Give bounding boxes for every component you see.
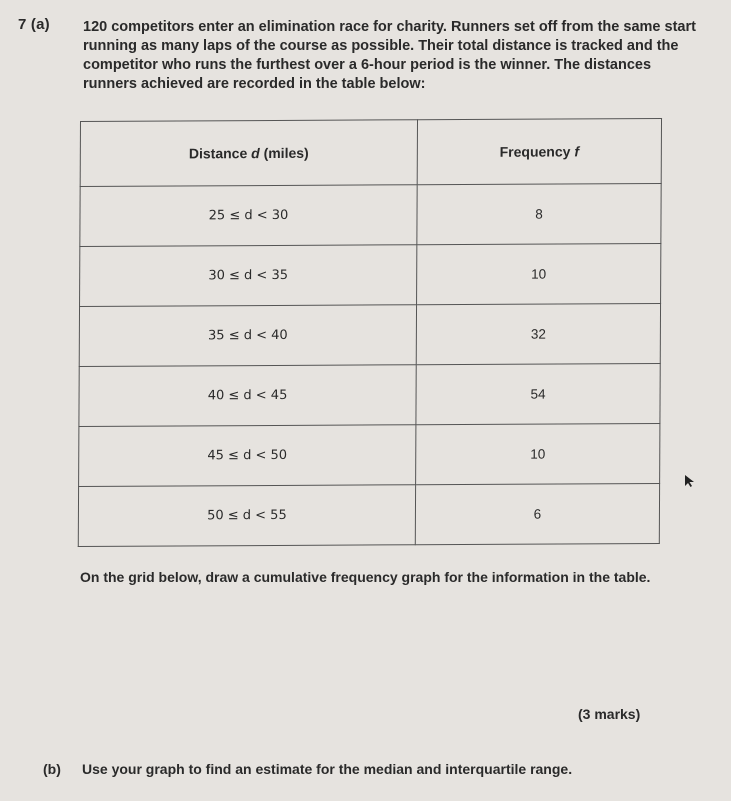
distance-range-cell: 30 ≤ d < 35 <box>80 245 417 307</box>
distance-range-cell: 50 ≤ d < 55 <box>78 485 415 547</box>
frequency-cell: 10 <box>416 423 660 484</box>
question-intro <box>83 18 696 94</box>
frequency-cell: 32 <box>416 303 660 364</box>
table-row <box>79 363 660 426</box>
table-header-row <box>80 118 661 186</box>
distance-range-cell: 45 ≤ d < 50 <box>79 425 416 487</box>
graph-instruction: On the grid below, draw a cumulative frequency graph for the information in the table. <box>80 569 651 585</box>
frequency-table <box>78 118 662 529</box>
frequency-cell: 8 <box>417 183 661 244</box>
mouse-pointer-icon <box>684 474 696 488</box>
distance-header: Distance d (miles) <box>80 120 417 187</box>
distance-range-cell: 35 ≤ d < 40 <box>79 305 416 367</box>
frequency-cell: 54 <box>416 363 660 424</box>
frequency-cell: 10 <box>417 243 661 304</box>
part-b-question: Use your graph to find an estimate for the median and interquartile range. <box>82 761 573 777</box>
intro-line: runners achieved are recorded in the table below: <box>83 76 426 92</box>
table-row <box>80 183 661 246</box>
question-number: 7 (a) <box>18 16 50 33</box>
intro-line: 120 competitors enter an elimination race for charity. Runners set off from the same start <box>83 19 696 35</box>
table-row <box>80 243 661 306</box>
intro-line: running as many laps of the course as possible. Their total distance is tracked and the <box>83 38 679 54</box>
distance-range-cell: 40 ≤ d < 45 <box>79 365 416 427</box>
table-row <box>79 303 660 366</box>
intro-line: competitor who runs the furthest over a 6-hour period is the winner. The distances <box>83 57 652 73</box>
frequency-header: Frequency f <box>417 118 661 184</box>
part-b-label: (b) <box>43 761 61 777</box>
table-row <box>78 483 659 546</box>
distance-range-cell: 25 ≤ d < 30 <box>80 185 417 247</box>
table-row <box>79 423 660 486</box>
frequency-cell: 6 <box>415 483 659 544</box>
marks-label: (3 marks) <box>578 706 641 722</box>
